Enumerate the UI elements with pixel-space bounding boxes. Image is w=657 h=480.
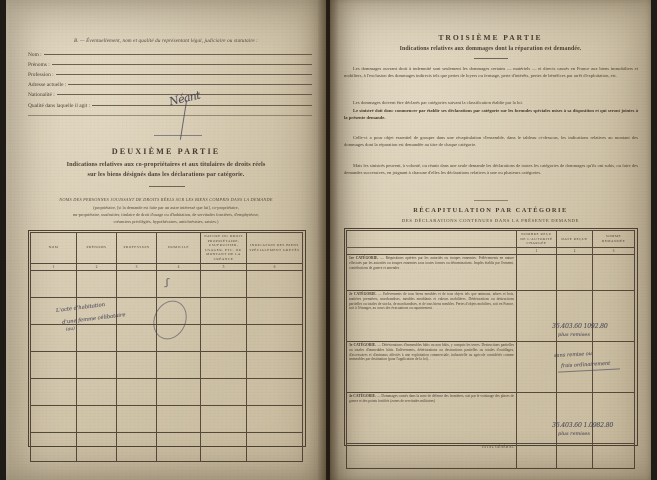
col-header-indication-biens: INDICATION DES BIENS SPÉCIALEMENT GREVÉS bbox=[247, 233, 303, 264]
cell-domicile[interactable] bbox=[157, 406, 201, 433]
right-page bbox=[330, 0, 651, 480]
cell-indication[interactable] bbox=[247, 325, 303, 352]
right-title-divider-rule bbox=[474, 58, 508, 59]
rights-holders-table[interactable] bbox=[30, 232, 303, 462]
recap-cat4-description bbox=[347, 393, 517, 444]
recap-cat2-text: — Enlèvements de tous biens meubles et de tous objets tels que animaux, arbres et bois, matières premières, marchandises, meubles meublants et valeurs mobilières. Détériorations ou destructions partielles ou totales de stocks, de marchandises, et de tous biens meubles. Pertes d'objets mobiliers, soit en France, soit à l'étranger, au cours des évacuations ou rapatriement bbox=[349, 292, 514, 311]
recap-colnum-3: 3 bbox=[593, 247, 635, 255]
handwritten-signature-underline bbox=[154, 135, 202, 136]
cell-nature[interactable] bbox=[201, 379, 247, 406]
cell-prenoms[interactable] bbox=[77, 271, 117, 298]
recapitulation-title: RÉCAPITULATION PAR CATÉGORIE bbox=[413, 207, 568, 214]
handwritten-total-note: plus remises bbox=[558, 431, 590, 437]
section-b-heading: B. — Éventuellement, nom et qualité du représentant légal, judiciaire ou statutaire : bbox=[73, 38, 259, 44]
table-row[interactable] bbox=[31, 379, 303, 406]
cell-indication[interactable] bbox=[247, 433, 303, 462]
recap-cat2-description bbox=[347, 291, 517, 342]
recap-cat3-leaders: . . . . . . . . . . bbox=[429, 357, 468, 362]
recap-row-categorie-4[interactable] bbox=[347, 393, 635, 444]
field-nationalite-label: Nationalité : bbox=[28, 92, 55, 98]
cell-profession[interactable] bbox=[117, 271, 157, 298]
handwritten-amount-cat3-note-line2: frais ordinairement bbox=[560, 360, 611, 370]
recap-row-total[interactable] bbox=[347, 444, 635, 469]
handwritten-amount-cat2: 36.403.60 1092.80 bbox=[552, 323, 608, 330]
cell-prenoms[interactable] bbox=[77, 352, 117, 379]
paragraph-dommages-indemnite: Les dommages ouvrant droit à indemnité sont seulement les dommages certains — matériels — et directs causés en France aux biens immobiliers et mobiliers, à l'exclusion des dommages indirects tels que pertes de loyers ou fermage, perte d'intérêts, pertes de bénéfices par arrêt d'exploitation, etc. bbox=[344, 66, 638, 78]
recap-total-label: TOTAL GÉNÉRAL bbox=[347, 444, 517, 469]
recap-row-categorie-1[interactable] bbox=[347, 255, 635, 291]
field-profession-label: Profession : bbox=[28, 72, 54, 78]
cell-nature[interactable] bbox=[201, 406, 247, 433]
recap-cat4-col3[interactable] bbox=[593, 393, 635, 444]
recap-cat2-col3[interactable] bbox=[593, 291, 635, 342]
recap-cat3-description bbox=[347, 342, 517, 393]
recap-row-categorie-2[interactable] bbox=[347, 291, 635, 342]
cell-profession[interactable] bbox=[117, 379, 157, 406]
troisieme-partie-title: TROISIÈME PARTIE bbox=[438, 33, 543, 42]
cell-nature[interactable] bbox=[201, 352, 247, 379]
field-nom[interactable] bbox=[28, 52, 312, 58]
recap-colnum-1: 1 bbox=[517, 247, 557, 255]
recap-col-header-somme: SOMME DEMANDÉE bbox=[593, 231, 635, 248]
recap-colnum-spacer bbox=[347, 247, 517, 255]
cell-prenoms[interactable] bbox=[77, 379, 117, 406]
field-prenoms-input[interactable] bbox=[52, 63, 312, 65]
recap-cat4-text: — Dommages causés dans la zone de défense des frontières, soit par le voisinage des places de guerre et des points fortifiés (zones de servitudes militaires) bbox=[349, 394, 514, 403]
recap-cat4-col1[interactable] bbox=[517, 393, 557, 444]
cell-domicile[interactable] bbox=[157, 271, 201, 298]
field-qualite-input[interactable] bbox=[92, 104, 312, 106]
handwritten-stray-mark: ʃ bbox=[165, 277, 169, 289]
cell-nom[interactable] bbox=[31, 433, 77, 462]
recap-cat4-label: 4e CATÉGORIE. bbox=[349, 394, 376, 399]
cell-prenoms[interactable] bbox=[77, 325, 117, 352]
field-adresse-input[interactable] bbox=[68, 83, 312, 85]
title-divider-rule bbox=[149, 186, 185, 187]
table-colnum-row bbox=[31, 263, 303, 271]
handwritten-amount-cat3-note-line1: sans remise ou bbox=[553, 351, 593, 359]
troisieme-partie-subtitle: Indications relatives aux dommages dont la réparation est demandée. bbox=[399, 46, 582, 52]
rights-holders-note-caps: NOMS DES PERSONNES JOUISSANT DE DROITS RÉELS SUR LES BIENS COMPRIS DANS LA DEMANDE bbox=[59, 197, 273, 202]
cell-indication[interactable] bbox=[247, 271, 303, 298]
col-header-nature-droit: NATURE DU DROIT PROPRIÉTAIRE, USUFRUITIER, USAGER, ETC. OU MONTANT DE LA CRÉANCE bbox=[201, 233, 247, 264]
colnum-6: 6 bbox=[247, 263, 303, 271]
handwritten-amount-cat2-note: plus remises bbox=[558, 332, 590, 338]
cell-domicile[interactable] bbox=[157, 352, 201, 379]
field-profession-input[interactable] bbox=[56, 73, 312, 75]
paragraph-sinistre-declarations: Le sinistré doit donc commencer par établir ses déclarations par catégorie sur les formules spéciales mises à sa disposition et qui seront jointes à la présente demande. bbox=[344, 108, 638, 120]
col-header-prenoms: PRÉNOMS bbox=[77, 233, 117, 264]
field-prenoms-label: Prénoms : bbox=[28, 62, 50, 68]
cell-nature[interactable] bbox=[201, 325, 247, 352]
left-page bbox=[6, 0, 326, 480]
recap-cat1-col2[interactable] bbox=[557, 255, 593, 291]
handwritten-table-annotation-line2: d'une femme célibataire bbox=[61, 312, 126, 326]
cell-nature[interactable] bbox=[201, 298, 247, 325]
deuxieme-partie-subtitle-line1: Indications relatives aux co-propriétaires et aux titulaires de droits réels bbox=[66, 161, 266, 168]
recap-cat3-col3[interactable] bbox=[593, 342, 635, 393]
col-header-nom: NOM bbox=[31, 233, 77, 264]
cell-nature[interactable] bbox=[201, 271, 247, 298]
cell-prenoms[interactable] bbox=[77, 433, 117, 462]
handwritten-table-annotation-line1: L'acte d'habitation bbox=[55, 302, 106, 314]
colnum-5: 5 bbox=[201, 263, 247, 271]
cell-prenoms[interactable] bbox=[77, 406, 117, 433]
recap-total-col3[interactable] bbox=[593, 444, 635, 469]
cell-domicile[interactable] bbox=[157, 433, 201, 462]
field-trailing-rule bbox=[28, 115, 312, 116]
table-row[interactable] bbox=[31, 433, 303, 462]
cell-indication[interactable] bbox=[247, 379, 303, 406]
cell-domicile[interactable] bbox=[157, 379, 201, 406]
table-header-row bbox=[31, 233, 303, 264]
deuxieme-partie-title: DEUXIÈME PARTIE bbox=[111, 147, 221, 156]
recap-cat1-description bbox=[347, 255, 517, 291]
cell-indication[interactable] bbox=[247, 406, 303, 433]
cell-profession[interactable] bbox=[117, 406, 157, 433]
rights-holders-note-line1: (propriétaire, [si la demande est faite par un autre intéressé que lui], co-propriétaire, bbox=[93, 205, 239, 210]
recap-col-header-nombre: NOMBRE REÇU DE L'AUTORITÉ CHARGÉE bbox=[517, 231, 557, 248]
rights-holders-note-line3: créanciers privilégiés, hypothécaires, antichrésistes, saisies.) bbox=[113, 219, 219, 224]
colnum-3: 3 bbox=[117, 263, 157, 271]
recap-cat3-label: 3e CATÉGORIE. bbox=[349, 343, 377, 348]
recap-total-col1[interactable] bbox=[517, 444, 557, 469]
field-adresse[interactable] bbox=[28, 82, 312, 88]
recap-cat1-leaders: . . . . . . . . . . . . . . . . . . . . bbox=[400, 265, 479, 270]
deuxieme-partie-subtitle-line2: sur les biens désignés dans les déclarations par catégorie. bbox=[87, 171, 245, 178]
recap-cat1-col3[interactable] bbox=[593, 255, 635, 291]
recap-cat1-label: 1re CATÉGORIE. bbox=[349, 256, 379, 261]
recap-col-header-spacer bbox=[347, 231, 517, 248]
cell-profession[interactable] bbox=[117, 325, 157, 352]
cell-profession[interactable] bbox=[117, 352, 157, 379]
field-profession[interactable] bbox=[28, 72, 312, 78]
cell-profession[interactable] bbox=[117, 298, 157, 325]
cell-indication[interactable] bbox=[247, 298, 303, 325]
handwritten-table-annotation-line3: (au) bbox=[65, 326, 76, 333]
col-header-profession: PROFESSION bbox=[117, 233, 157, 264]
cell-nom[interactable] bbox=[31, 352, 77, 379]
recap-cat2-col1[interactable] bbox=[517, 291, 557, 342]
col-header-domicile: DOMICILE bbox=[157, 233, 201, 264]
recap-cat2-label: 2e CATÉGORIE. bbox=[349, 292, 377, 297]
field-prenoms[interactable] bbox=[28, 62, 312, 68]
recap-total-col2[interactable] bbox=[557, 444, 593, 469]
recap-divider-rule bbox=[474, 200, 508, 201]
table-row[interactable] bbox=[31, 352, 303, 379]
table-row[interactable] bbox=[31, 406, 303, 433]
recap-cat1-col1[interactable] bbox=[517, 255, 557, 291]
paragraph-demandes-successives: Mais les sinistrés peuvent, à volonté, ou réunir dans une seule demande les déclarations de toutes les catégories de dommages qu'ils ont subis, ou faire des demandes successives, en joignant à chacune d'elles les déclarations relatives à une ou plusieurs catégories. bbox=[344, 163, 638, 175]
recapitulation-table[interactable] bbox=[346, 230, 635, 469]
recap-col-header-date: DATE REÇUE bbox=[557, 231, 593, 248]
field-adresse-label: Adresse actuelle : bbox=[28, 82, 67, 88]
recap-colnum-2: 2 bbox=[557, 247, 593, 255]
paragraph-declaration-categories: Les dommages doivent être déclarés par catégories suivant la classification établie par la loi. bbox=[353, 100, 523, 105]
colnum-1: 1 bbox=[31, 263, 77, 271]
cell-nom[interactable] bbox=[31, 379, 77, 406]
recap-cat3-col1[interactable] bbox=[517, 342, 557, 393]
cell-profession[interactable] bbox=[117, 433, 157, 462]
recap-cat1-text: — Réquisitions opérées par les autorités ou troupes ennemies. Prélèvements en nature effectués par les autorités ou troupes ennemies sous toutes formes ou dénominations. Impôts établis par l'ennemi, contributions de guerre et amendes bbox=[349, 256, 514, 270]
rights-holders-note-line2: nu-propriétaire, usufruitier, titulaire de droit d'usage ou d'habitation, de servitudes foncières, d'emphytéose, bbox=[72, 212, 259, 217]
handwritten-total-amount: 36.403.60 1.0982.80 bbox=[552, 422, 614, 429]
field-nom-label: Nom : bbox=[28, 52, 42, 58]
cell-nature[interactable] bbox=[201, 433, 247, 462]
recap-cat3-text: — Détériorations d'immeubles bâtis ou non bâtis, y compris les terres. Destructions partielles ou totales d'immeubles bâtis. Enlèvements, détériorations ou destructions partielles ou totales d'outillages, d'accessoires et d'animaux affectés à une exploitation commerciale, industrielle ou agricole considérés comme immeubles par destination (pour l'application de la loi). bbox=[349, 343, 515, 362]
cell-nom[interactable] bbox=[31, 271, 77, 298]
cell-nom[interactable] bbox=[31, 406, 77, 433]
handwritten-signature: Néant bbox=[167, 88, 202, 109]
recap-header-row bbox=[347, 231, 635, 248]
field-qualite-label: Qualité dans laquelle il agit : bbox=[28, 103, 91, 109]
colnum-4: 4 bbox=[157, 263, 201, 271]
field-nom-input[interactable] bbox=[44, 53, 312, 55]
recap-cat2-leaders: . . . . . . bbox=[432, 306, 455, 311]
colnum-2: 2 bbox=[77, 263, 117, 271]
recapitulation-subtitle: DES DÉCLARATIONS CONTENUES DANS LA PRÉSENTE DEMANDE bbox=[401, 218, 580, 223]
paragraph-recapitulation-objet: Celle-ci a pour objet essentiel de grouper dans une récapitulation d'ensemble, dans le tableau ci-dessous, les indications relatives au montant des dommages dont la réparation est demandée au titre de chaque catégorie. bbox=[344, 135, 638, 147]
cell-indication[interactable] bbox=[247, 352, 303, 379]
recap-colnum-row bbox=[347, 247, 635, 255]
